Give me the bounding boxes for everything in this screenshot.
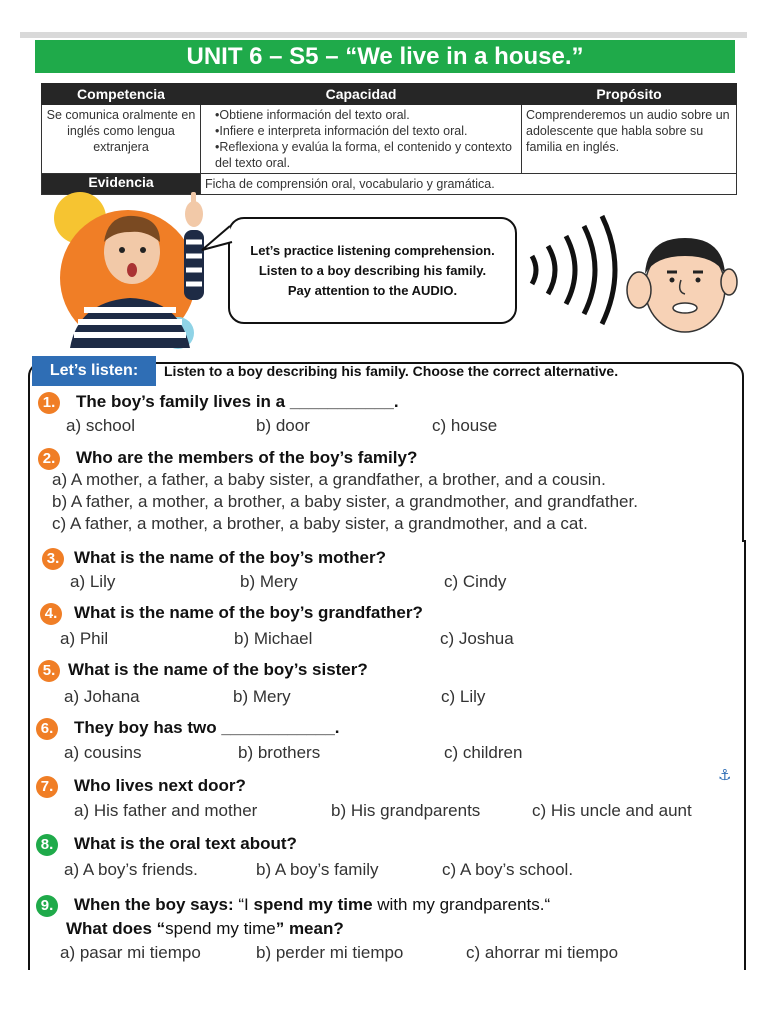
- bubble-tail: [200, 224, 234, 254]
- question-text: They boy has two ____________.: [74, 718, 340, 737]
- listening-man-illustration: [615, 230, 740, 335]
- option[interactable]: c) house: [432, 416, 498, 435]
- question-number-badge: 8.: [36, 834, 58, 856]
- option[interactable]: c) His uncle and aunt: [532, 801, 692, 820]
- option[interactable]: c) A boy’s school.: [442, 860, 574, 879]
- option[interactable]: b) Mery: [240, 572, 298, 591]
- capacidad-item: • Reflexiona y evalúa la forma, el contenido y contexto del texto oral.: [215, 139, 517, 171]
- evidencia-label: Evidencia: [42, 174, 201, 195]
- header-capacidad: Capacidad: [201, 84, 522, 105]
- question-text: What is the name of the boy’s grandfather?: [74, 603, 423, 622]
- question-text: What is the name of the boy’s sister?: [68, 660, 368, 679]
- option[interactable]: a) A mother, a father, a baby sister, a grandfather, a brother, and a cousin.: [52, 470, 606, 489]
- question-number-badge: 7.: [36, 776, 58, 798]
- boy-pointing-illustration: [50, 190, 225, 350]
- speech-bubble: [228, 217, 517, 324]
- option[interactable]: c) Lily: [441, 687, 486, 706]
- capacidad-item: • Infiere e interpreta información del texto oral.: [215, 123, 517, 139]
- top-rule: [20, 32, 747, 38]
- question-text-part: ” mean?: [275, 919, 344, 938]
- sound-waves-icon: [520, 212, 630, 332]
- question-text-part: spend my time: [253, 895, 373, 914]
- option[interactable]: a) Phil: [60, 629, 109, 648]
- question-text-part: What does “: [66, 919, 166, 938]
- question-text: Who are the members of the boy’s family?: [76, 448, 418, 467]
- evidencia-cell: Ficha de comprensión oral, vocabulario y gramática.: [201, 174, 737, 195]
- question-text-part: with my grandparents.“: [372, 895, 551, 914]
- question-text: What is the name of the boy’s mother?: [74, 548, 387, 567]
- lets-listen-tab: Let’s listen:: [32, 356, 156, 386]
- question-number-badge: 1.: [38, 392, 60, 414]
- question-text-part: spend my time: [165, 919, 276, 938]
- competencia-cell: Se comunica oralmente en inglés como lengua extranjera: [42, 105, 201, 174]
- option[interactable]: c) Joshua: [440, 629, 514, 648]
- proposito-cell: Comprenderemos un audio sobre un adolescente que habla sobre su familia en inglés.: [522, 105, 737, 174]
- option[interactable]: b) brothers: [238, 743, 321, 762]
- option[interactable]: c) A father, a mother, a brother, a baby sister, a grandmother, and a cat.: [52, 514, 588, 533]
- option[interactable]: b) A boy’s family: [256, 860, 379, 879]
- option[interactable]: b) door: [256, 416, 310, 435]
- question-number-badge: 3.: [42, 548, 64, 570]
- option[interactable]: a) cousins: [64, 743, 142, 762]
- option[interactable]: a) pasar mi tiempo: [60, 943, 201, 962]
- question-number-badge: 9.: [36, 895, 58, 917]
- question-number-badge: 6.: [36, 718, 58, 740]
- question-number-badge: 5.: [38, 660, 60, 682]
- option[interactable]: a) A boy’s friends.: [64, 860, 198, 879]
- capacidad-cell: [201, 105, 522, 174]
- option[interactable]: a) Lily: [70, 572, 116, 591]
- option[interactable]: a) Johana: [64, 687, 140, 706]
- option[interactable]: b) Michael: [234, 629, 313, 648]
- question-number-badge: 2.: [38, 448, 60, 470]
- option[interactable]: c) ahorrar mi tiempo: [466, 943, 619, 962]
- question-text: The boy’s family lives in a ___________.: [76, 392, 399, 411]
- option[interactable]: b) A father, a mother, a brother, a baby sister, a grandmother, and grandfather.: [52, 492, 638, 511]
- option[interactable]: a) school: [66, 416, 135, 435]
- bubble-audio-emphasis: AUDIO.: [411, 282, 458, 298]
- option[interactable]: c) children: [444, 743, 523, 762]
- header-proposito: Propósito: [522, 84, 737, 105]
- activity-instruction: Listen to a boy describing his family. Choose the correct alternative.: [164, 363, 619, 379]
- question-number-badge: 4.: [40, 603, 62, 625]
- question-text: [74, 895, 550, 915]
- anchor-icon: ⚓: [718, 767, 732, 784]
- question-text: Who lives next door?: [74, 776, 246, 795]
- header-competencia: Competencia: [42, 84, 201, 105]
- option[interactable]: b) His grandparents: [331, 801, 481, 820]
- question-text-part: When the boy says:: [74, 895, 234, 914]
- question-text-part: “I: [233, 895, 254, 914]
- option[interactable]: a) His father and mother: [74, 801, 258, 820]
- option[interactable]: b) Mery: [233, 687, 291, 706]
- bubble-text: Let’s practice listening comprehension. Listen to a boy describing his family. Pay attention to the: [250, 242, 495, 298]
- competency-table: [41, 83, 737, 195]
- page-title: UNIT 6 – S5 – “We live in a house.”: [35, 40, 735, 73]
- option[interactable]: c) Cindy: [444, 572, 507, 591]
- capacidad-item: • Obtiene información del texto oral.: [215, 107, 517, 123]
- option[interactable]: b) perder mi tiempo: [256, 943, 404, 962]
- question-text-line2: [66, 919, 344, 939]
- question-text: What is the oral text about?: [74, 834, 297, 853]
